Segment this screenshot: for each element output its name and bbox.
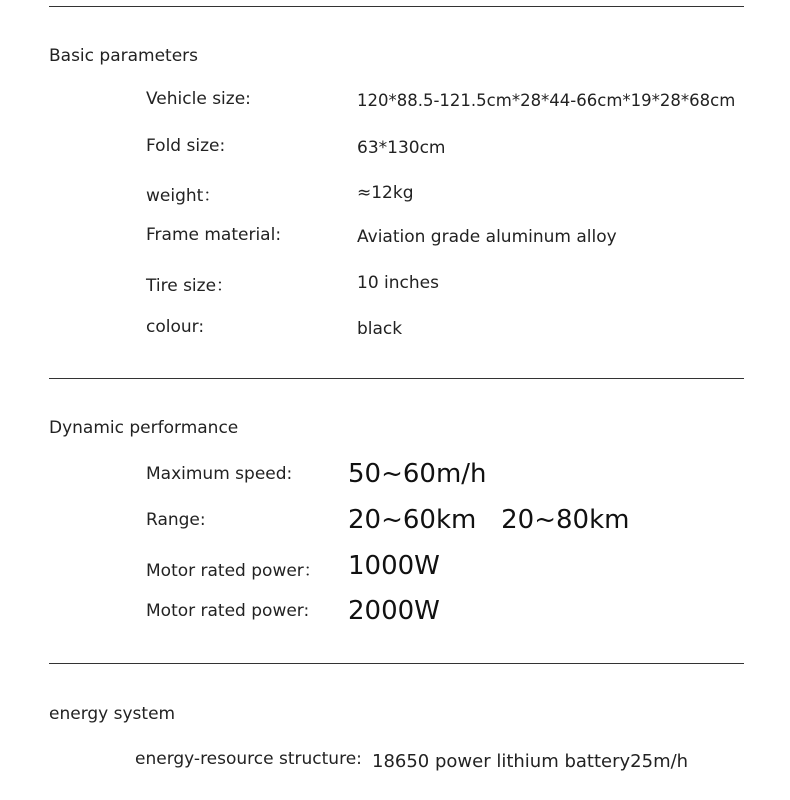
value-frame-material: Aviation grade aluminum alloy [357,227,617,247]
label-energy-resource-structure: energy-resource structure: [135,749,362,769]
value-colour: black [357,319,403,339]
label-weight: weight： [146,186,221,206]
value-tire-size: 10 inches [357,273,439,293]
label-range: Range: [146,510,206,530]
divider-top [49,6,744,7]
value-motor-rated-power-1: 1000W [348,551,440,581]
label-tire-size: Tire size： [146,276,234,296]
label-motor-rated-power-2: Motor rated power: [146,601,310,621]
section-title-energy-system: energy system [49,704,176,724]
section-title-basic-parameters: Basic parameters [49,46,199,66]
value-weight: ≈12kg [357,183,414,203]
divider-dynamic [49,663,744,664]
divider-basic [49,378,744,379]
value-energy-resource-structure: 18650 power lithium battery25m/h [372,751,689,772]
label-frame-material: Frame material: [146,225,282,245]
label-colour: colour: [146,317,205,337]
value-motor-rated-power-2: 2000W [348,596,440,626]
value-range: 20~60km 20~80km [348,505,630,535]
section-title-dynamic-performance: Dynamic performance [49,418,239,438]
value-vehicle-size: 120*88.5-121.5cm*28*44-66cm*19*28*68cm [357,91,736,110]
label-motor-rated-power-1: Motor rated power： [146,561,321,581]
label-vehicle-size: Vehicle size: [146,89,251,109]
value-maximum-speed: 50~60m/h [348,459,487,489]
value-fold-size: 63*130cm [357,138,446,158]
label-maximum-speed: Maximum speed: [146,464,293,484]
label-fold-size: Fold size: [146,136,226,156]
